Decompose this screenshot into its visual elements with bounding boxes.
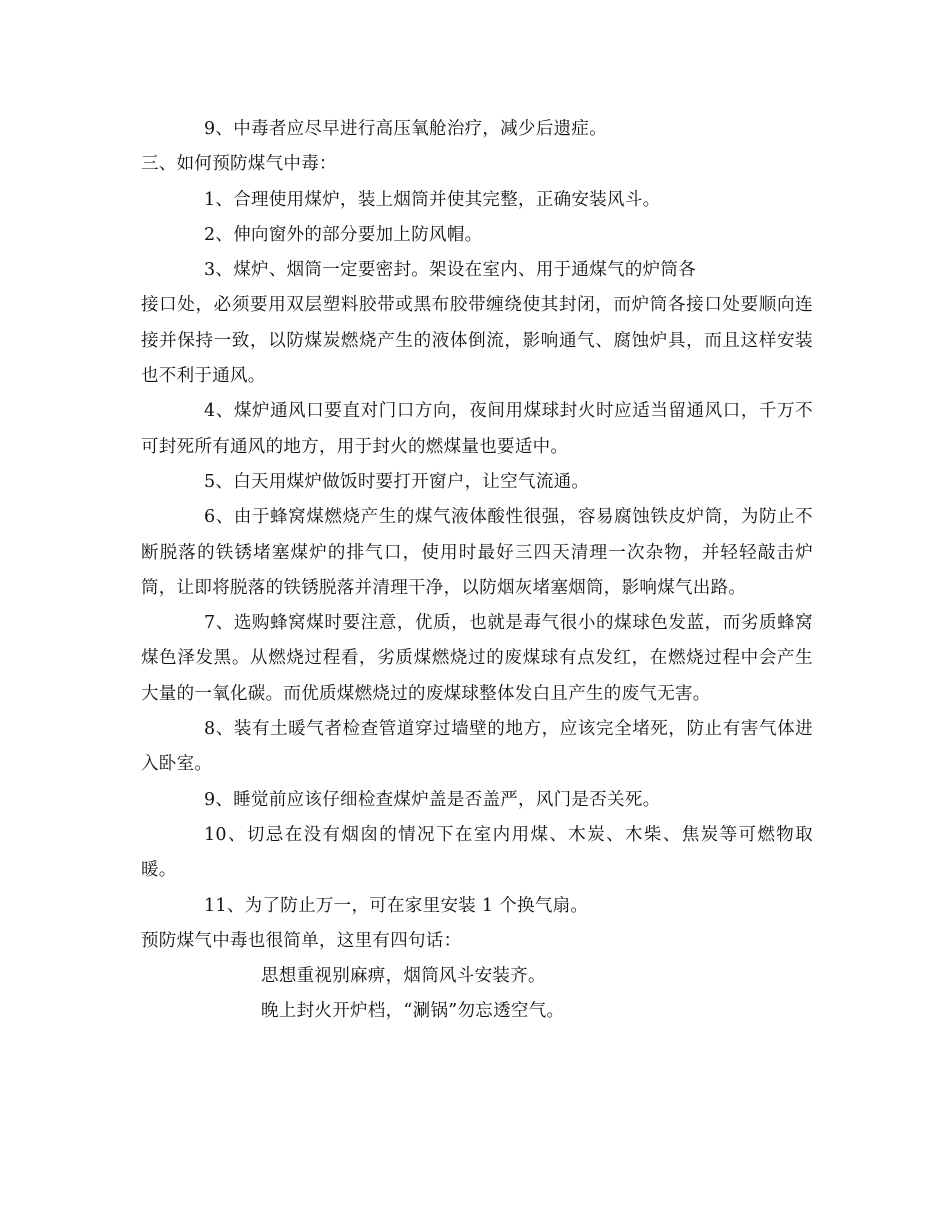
paragraph-3-first-line: 3、煤炉、烟筒一定要密封。架设在室内、用于通煤气的炉筒各	[204, 260, 697, 281]
paragraph-11: 11、为了防止万一，可在家里安装 1 个换气扇。	[204, 895, 589, 916]
paragraph-9: 9、睡觉前应该仔细检查煤炉盖是否盖严，风门是否关死。	[204, 789, 661, 810]
paragraph-1: 1、合理使用煤炉，装上烟筒并使其完整，正确安装风斗。	[204, 189, 661, 210]
paragraph-item9-treatment: 9、中毒者应尽早进行高压氧舱治疗，减少后遗症。	[204, 119, 608, 139]
paragraph-6: 6、由于蜂窝煤燃烧产生的煤气液体酸性很强，容易腐蚀铁皮炉筒，为防止不断脱落的铁锈堵塞煤炉的排气口，使用时最好三四天清理一次杂物，并轻轻敲击炉筒，让即将脱落的铁锈脱落并清理干净，以防烟灰堵塞烟筒，影响煤气出路。	[141, 507, 813, 598]
summary-line: 预防煤气中毒也很简单，这里有四句话：	[141, 930, 462, 951]
paragraph-3-continuation: 接口处，必须要用双层塑料胶带或黑布胶带缠绕使其封闭，而炉筒各接口处要顺向连接并保持一致，以防煤炭燃烧产生的液体倒流，影响通气、腐蚀炉具，而且这样安装也不利于通风。	[141, 295, 813, 387]
verse-line-1: 思想重视别麻痹，烟筒风斗安装齐。	[261, 966, 546, 987]
paragraph-4: 4、煤炉通风口要直对门口方向，夜间用煤球封火时应适当留通风口，千万不可封死所有通风的地方，用于封火的燃煤量也要适中。	[141, 401, 813, 457]
paragraph-5: 5、白天用煤炉做饭时要打开窗户，让空气流通。	[204, 471, 590, 492]
document-body	[141, 112, 813, 1030]
paragraph-10: 10、切忌在没有烟囱的情况下在室内用煤、木炭、木柴、焦炭等可燃物取暖。	[141, 824, 813, 881]
verse-line-2: 晚上封火开炉档，“涮锅”勿忘透空气。	[261, 1001, 565, 1022]
paragraph-8: 8、装有土暖气者检查管道穿过墙壁的地方，应该完全堵死，防止有害气体进入卧室。	[141, 719, 813, 775]
paragraph-7: 7、选购蜂窝煤时要注意，优质，也就是毒气很小的煤球色发蓝，而劣质蜂窝煤色泽发黑。从燃烧过程看，劣质煤燃烧过的废煤球有点发红，在燃烧过程中会产生大量的一氧化碳。而优质煤燃烧过的废煤球整体发白且产生的废气无害。	[141, 613, 813, 704]
paragraph-2: 2、伸向窗外的部分要加上防风帽。	[204, 224, 483, 245]
section-heading: 三、如何预防煤气中毒：	[141, 154, 337, 175]
